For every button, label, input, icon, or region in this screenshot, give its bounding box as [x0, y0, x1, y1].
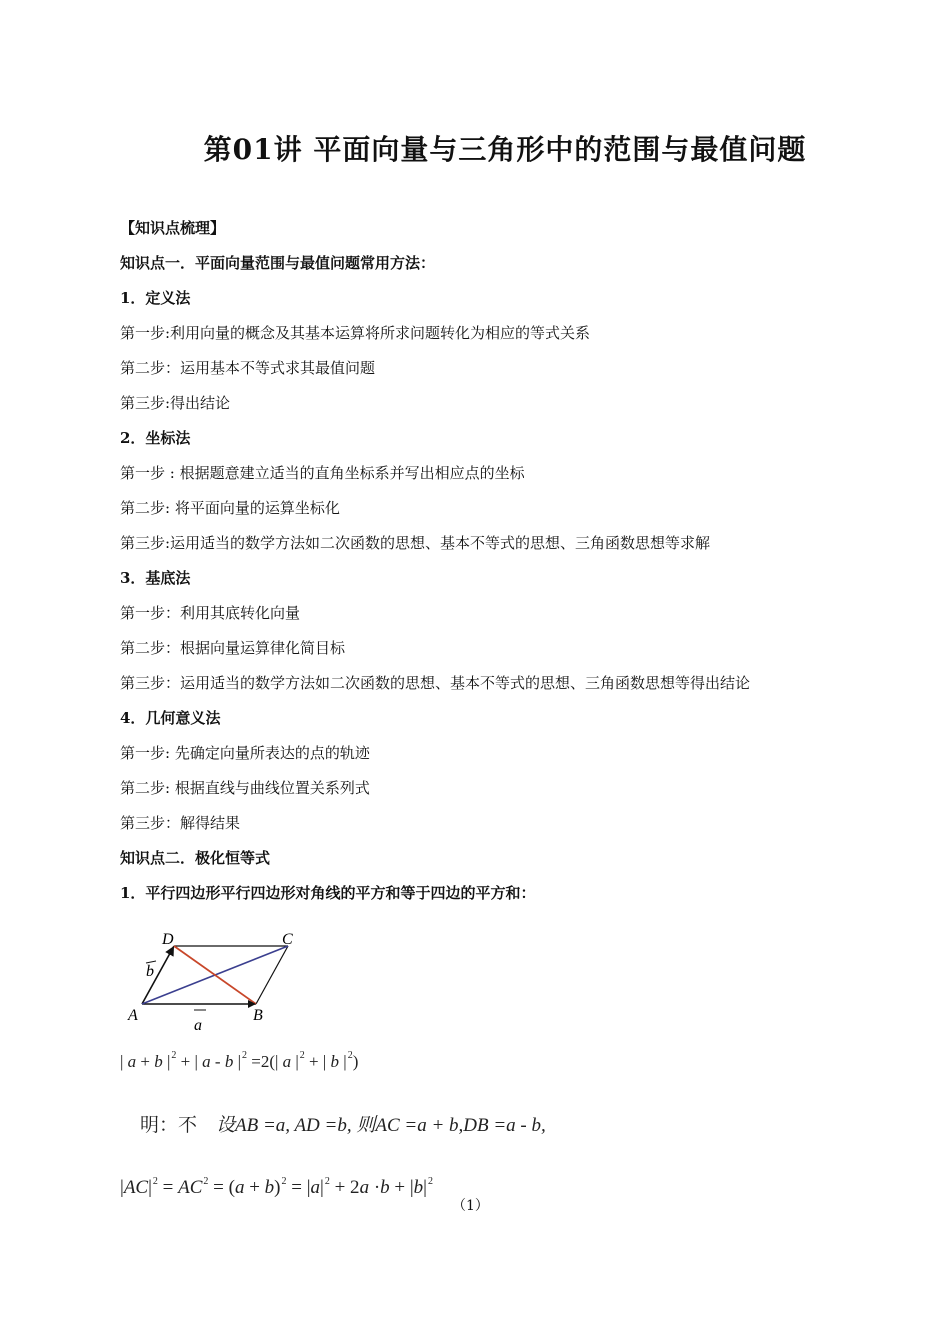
parallelogram-figure	[122, 922, 312, 1037]
section-heading: 知识点二．极化恒等式	[120, 849, 271, 867]
vertex-b: B	[253, 1007, 263, 1024]
vector-b-label: b	[146, 963, 154, 980]
body-text-line: 第三步:运用适当的数学方法如二次函数的思想、基本不等式的思想、三角函数思想等求解	[120, 534, 711, 552]
vertex-a: A	[128, 1007, 138, 1024]
section-heading: 1．定义法	[120, 289, 191, 307]
equation-number: （1）	[452, 1198, 489, 1214]
section-heading: 知识点一．平面向量范围与最值问题常用方法：	[120, 254, 436, 272]
vector-a-label: a	[194, 1017, 202, 1034]
body-text-line: 第二步: 将平面向量的运算坐标化	[120, 499, 340, 517]
body-text-line: 第一步:利用向量的概念及其基本运算将所求问题转化为相应的等式关系	[120, 324, 591, 342]
section-heading: 2．坐标法	[120, 429, 191, 447]
body-text-line: 第三步：运用适当的数学方法如二次函数的思想、基本不等式的思想、三角函数思想等得出结论	[120, 674, 751, 692]
body-text-line: 第二步：根据向量运算律化简目标	[120, 639, 346, 657]
vertex-d: D	[162, 931, 174, 948]
vertex-c: C	[282, 931, 293, 948]
body-text-line: 第三步:得出结论	[120, 394, 231, 412]
body-text-line: 第一步 : 根据题意建立适当的直角坐标系并写出相应点的坐标	[120, 464, 525, 482]
page-title: 第01讲 平面向量与三角形中的范围与最值问题	[203, 133, 807, 166]
body-text-line: 第二步: 根据直线与曲线位置关系列式	[120, 779, 370, 797]
section-heading: 【知识点梳理】	[120, 219, 226, 237]
body-text-line: 第二步：运用基本不等式求其最值问题	[120, 359, 376, 377]
proof-prefix: 明：不	[140, 1115, 198, 1136]
proof-setup-text: 设AB =a, AD =b, 则AC =a + b,DB =a - b,	[216, 1115, 546, 1136]
proof-setup	[140, 1110, 546, 1137]
edge-bc	[256, 946, 288, 1004]
body-text-line: 第一步：利用其底转化向量	[120, 604, 301, 622]
body-text-line: 第一步: 先确定向量所表达的点的轨迹	[120, 744, 370, 762]
section-heading: 1．平行四边形平行四边形对角线的平方和等于四边的平方和：	[120, 884, 536, 902]
ac-expansion: $|AC|^2 = AC^2 = (a + b)^2 = |a|^2 + 2a \cdot b + |b|^2$	[120, 1176, 433, 1198]
section-heading: 4．几何意义法	[120, 709, 221, 727]
body-text-line: 第三步：解得结果	[120, 814, 241, 832]
identity-formula: | a + b $|^2$ + | a - b $|^2 =2(|$ a $|^2$ + | b $|^2$)	[120, 1050, 359, 1071]
diagonal-bd	[174, 946, 256, 1004]
section-heading: 3．基底法	[120, 569, 191, 587]
